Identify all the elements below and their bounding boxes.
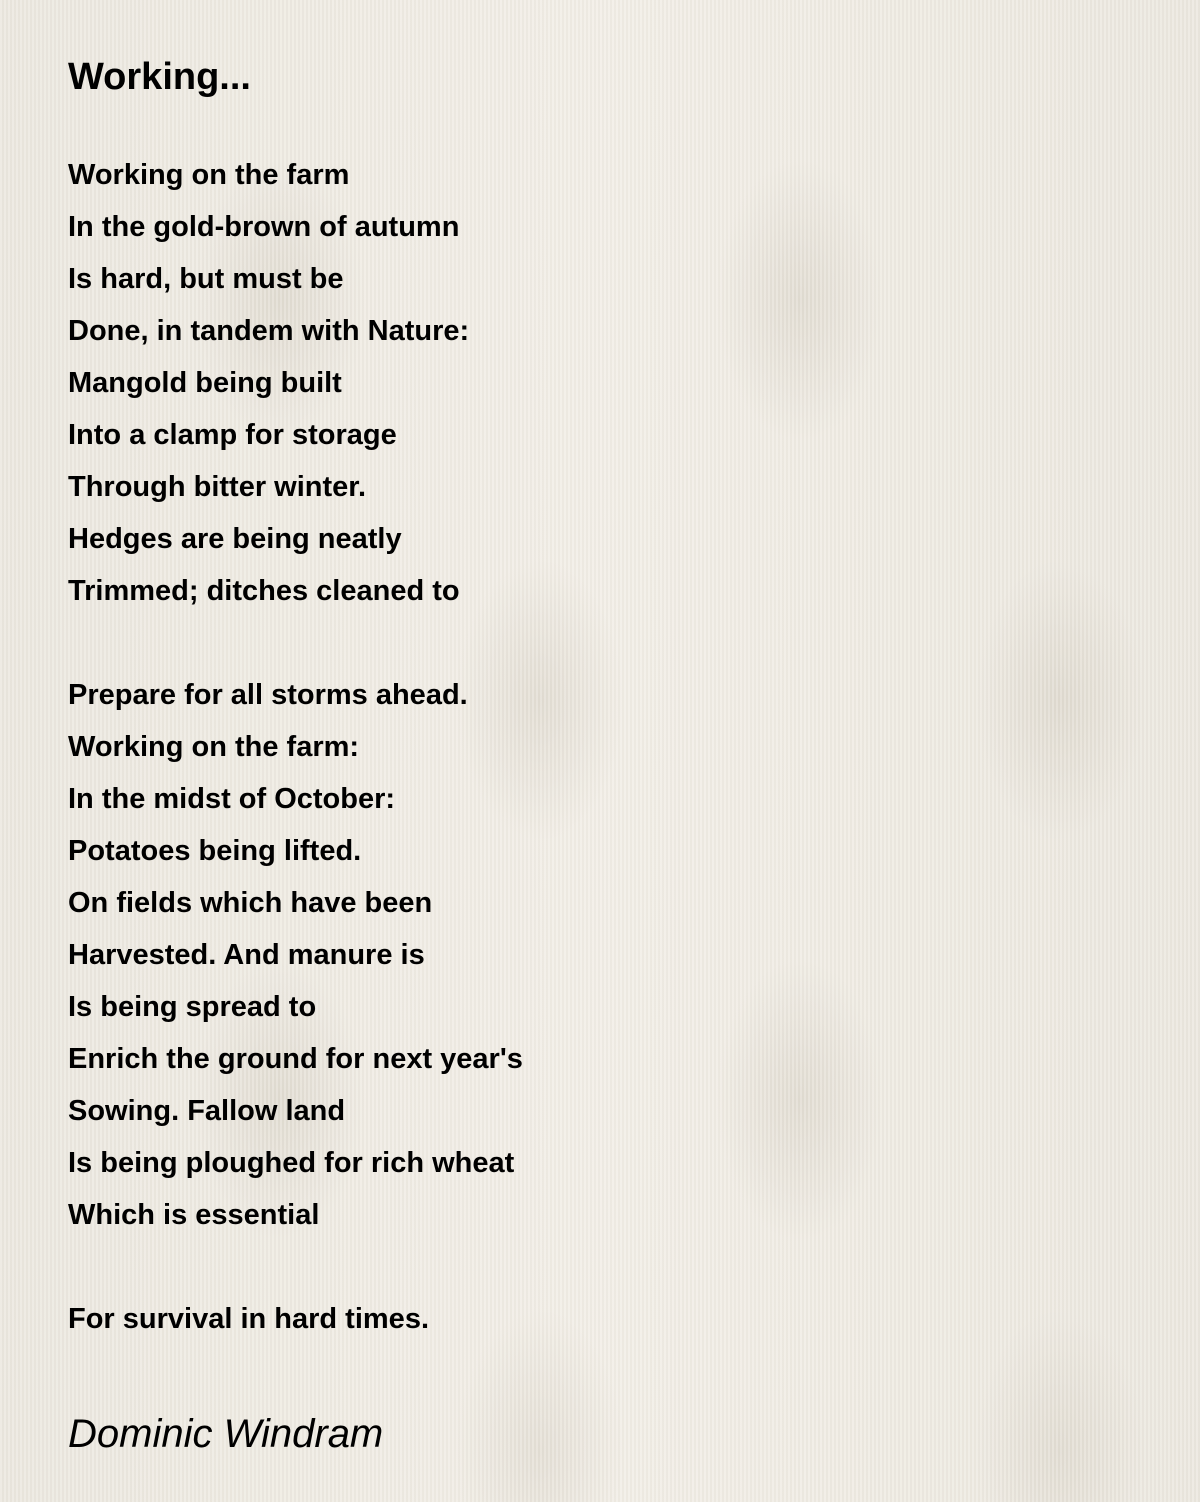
stanza-1: [68, 149, 1148, 617]
poem-line: Sowing. Fallow land: [68, 1095, 346, 1127]
poem-line: On fields which have been: [68, 887, 433, 919]
poem-line: Is being ploughed for rich wheat: [68, 1147, 515, 1179]
poem-line: Into a clamp for storage: [68, 419, 397, 451]
poem-line: Potatoes being lifted.: [68, 835, 362, 867]
poem-line: Working on the farm:: [68, 731, 360, 763]
author-name: Dominic Windram: [68, 1412, 384, 1456]
poem-line: Prepare for all storms ahead.: [68, 679, 468, 711]
stanza-3: [68, 1293, 1148, 1345]
poem-line: In the midst of October:: [68, 783, 396, 815]
poem-line: Through bitter winter.: [68, 471, 367, 503]
poem-line: Mangold being built: [68, 367, 342, 399]
poem-line: For survival in hard times.: [68, 1303, 429, 1335]
poem-line: Trimmed; ditches cleaned to: [68, 575, 460, 607]
poem-line: Is hard, but must be: [68, 263, 344, 295]
poem-line: In the gold-brown of autumn: [68, 211, 460, 243]
poem-line: Done, in tandem with Nature:: [68, 315, 470, 347]
poem-line: Enrich the ground for next year's: [68, 1043, 523, 1075]
poem-line: Hedges are being neatly: [68, 523, 402, 555]
poem-line: Which is essential: [68, 1199, 320, 1231]
poem-line: Is being spread to: [68, 991, 317, 1023]
poem-line: Working on the farm: [68, 159, 350, 191]
poem-title: Working...: [68, 56, 251, 98]
poem-page: [68, 52, 1148, 1456]
stanza-2: [68, 669, 1148, 1241]
poem-line: Harvested. And manure is: [68, 939, 425, 971]
